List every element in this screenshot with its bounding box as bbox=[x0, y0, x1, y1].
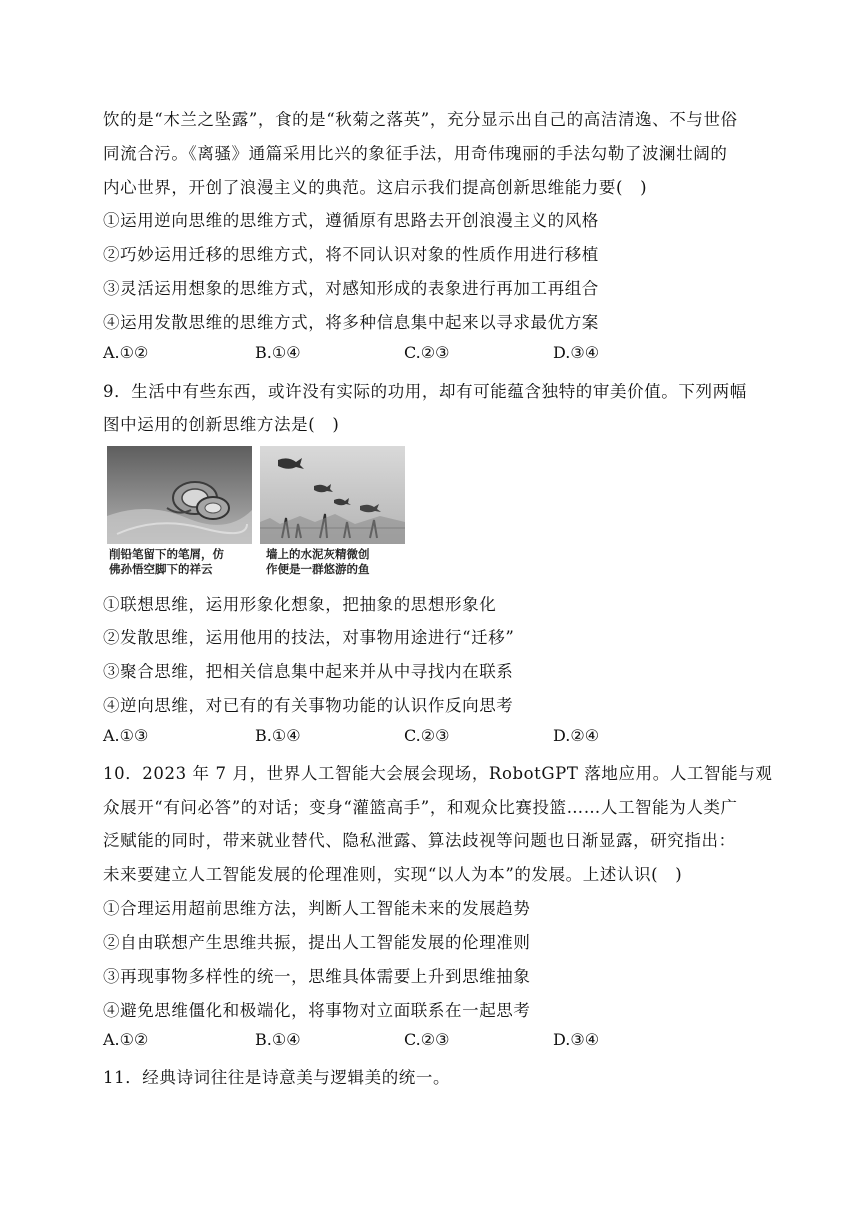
q10-option-c: C.②③ bbox=[404, 1030, 450, 1049]
q10-statement-3: ③再现事物多样性的统一，思维具体需要上升到思维抽象 bbox=[103, 967, 531, 986]
q10-stem-line-1: 10．2023 年 7 月，世界人工智能大会展会现场，RobotGPT 落地应用。人工智能与观 bbox=[103, 764, 773, 783]
left-caption-line-1: 削铅笔留下的笔屑，仿 bbox=[109, 547, 224, 561]
q9-statement-4: ④逆向思维，对已有的有关事物功能的认识作反向思考 bbox=[103, 696, 514, 715]
q10-statement-1: ①合理运用超前思维方法，判断人工智能未来的发展趋势 bbox=[103, 899, 531, 918]
q8-option-b: B.①④ bbox=[255, 343, 301, 362]
q10-stem-line-4: 未来要建立人工智能发展的伦理准则，实现“以人为本”的发展。上述认识( ) bbox=[103, 865, 683, 884]
q9-option-a: A.①③ bbox=[103, 726, 149, 745]
q8-statement-2: ②巧妙运用迁移的思维方式，将不同认识对象的性质作用进行移植 bbox=[103, 245, 599, 264]
q8-statement-3: ③灵活运用想象的思维方式，对感知形成的表象进行再加工再组合 bbox=[103, 279, 599, 298]
q9-statement-1: ①联想思维，运用形象化想象，把抽象的思想形象化 bbox=[103, 595, 497, 614]
q8-stem-line-1: 饮的是“木兰之坠露”，食的是“秋菊之落英”，充分显示出自己的高洁清逸、不与世俗 bbox=[103, 110, 738, 129]
q10-stem-line-3: 泛赋能的同时，带来就业替代、隐私泄露、算法歧视等问题也日渐显露，研究指出： bbox=[103, 831, 736, 850]
right-caption-line-2: 作便是一群悠游的鱼 bbox=[266, 562, 370, 576]
q9-option-d: D.②④ bbox=[553, 726, 600, 745]
q11-stem-line-1: 11．经典诗词往往是诗意美与逻辑美的统一。 bbox=[103, 1068, 451, 1087]
cement-fish-photo bbox=[260, 446, 405, 544]
q8-statement-1: ①运用逆向思维的思维方式，遵循原有思路去开创浪漫主义的风格 bbox=[103, 211, 599, 230]
q9-statement-3: ③聚合思维，把相关信息集中起来并从中寻找内在联系 bbox=[103, 662, 514, 681]
q10-statement-2: ②自由联想产生思维共振，提出人工智能发展的伦理准则 bbox=[103, 933, 531, 952]
q8-option-d: D.③④ bbox=[553, 343, 600, 362]
q8-stem-line-2: 同流合污。《离骚》通篇采用比兴的象征手法，用奇伟瑰丽的手法勾勒了波澜壮阔的 bbox=[103, 144, 728, 163]
q10-statement-4: ④避免思维僵化和极端化，将事物对立面联系在一起思考 bbox=[103, 1001, 531, 1020]
right-caption-line-1: 墙上的水泥灰精微创 bbox=[266, 547, 370, 561]
pencil-shavings-photo bbox=[107, 446, 252, 544]
q9-stem-line-1: 9．生活中有些东西，或许没有实际的功用，却有可能蕴含独特的审美价值。下列两幅 bbox=[103, 382, 747, 401]
q9-stem-line-2: 图中运用的创新思维方法是( ) bbox=[103, 415, 340, 434]
q10-option-a: A.①② bbox=[103, 1030, 149, 1049]
q9-option-c: C.②③ bbox=[404, 726, 450, 745]
q8-option-a: A.①② bbox=[103, 343, 149, 362]
q10-stem-line-2: 众展开“有问必答”的对话；变身“灌篮高手”，和观众比赛投篮……人工智能为人类广 bbox=[103, 798, 738, 817]
q9-statement-2: ②发散思维，运用他用的技法，对事物用途进行“迁移” bbox=[103, 628, 515, 647]
q9-option-b: B.①④ bbox=[255, 726, 301, 745]
q10-option-b: B.①④ bbox=[255, 1030, 301, 1049]
q8-option-c: C.②③ bbox=[404, 343, 450, 362]
q8-statement-4: ④运用发散思维的思维方式，将多种信息集中起来以寻求最优方案 bbox=[103, 313, 599, 332]
left-caption-line-2: 佛孙悟空脚下的祥云 bbox=[109, 562, 213, 576]
q8-stem-line-3: 内心世界，开创了浪漫主义的典范。这启示我们提高创新思维能力要( ) bbox=[103, 178, 648, 197]
q9-figure bbox=[107, 446, 407, 580]
q10-option-d: D.③④ bbox=[553, 1030, 600, 1049]
